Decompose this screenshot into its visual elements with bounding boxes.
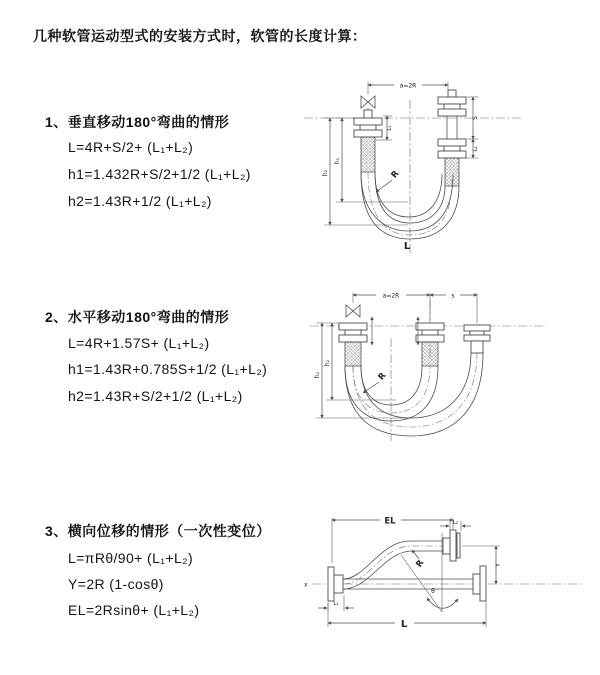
centerline (304, 582, 584, 589)
dim-label-h2: h₂ (322, 169, 329, 177)
flange-fitting-middle (416, 323, 444, 366)
hose-curves (345, 353, 483, 436)
flange-left (328, 567, 343, 601)
axis-label: x (304, 581, 308, 589)
valve-icon (361, 96, 375, 111)
dim-label-l2: L₂ (473, 146, 479, 152)
radius-label: R (389, 168, 402, 181)
dim-label-l1: L₁ (387, 125, 393, 131)
dim-label-l1: L₁ (333, 601, 339, 607)
section-3-formula-Y: Y=2R (1-cosθ) (68, 576, 164, 592)
section-2-formula-h1: h1=1.43R+0.785S+1/2 (L₁+L₂) (68, 361, 268, 377)
dim-label-h1: h₁ (314, 371, 321, 379)
section-1-formula-h1: h1=1.432R+S/2+1/2 (L₁+L₂) (68, 166, 251, 182)
flange-fitting-right (438, 90, 466, 186)
dimension-el (332, 517, 453, 564)
diagram-lateral-displacement (300, 505, 590, 650)
dim-label-h1: h₁ (334, 157, 341, 165)
radius-label: R (376, 370, 389, 383)
straight-hose (343, 566, 486, 601)
diagram-horizontal-180-bend (306, 283, 551, 463)
section-3-heading: 3、横向位移的情形（一次性变位） (45, 523, 271, 539)
page-title: 几种软管运动型式的安装方式时，软管的长度计算： (33, 28, 367, 44)
dimension-s-l2 (460, 97, 479, 158)
valve-icon (346, 305, 360, 317)
section-2-heading: 2、水平移动180°弯曲的情形 (45, 309, 230, 325)
dim-label-l: L (400, 619, 408, 630)
section-2-formula-L: L=4R+1.57S+ (L₁+L₂) (68, 335, 210, 351)
dim-label-s: s (451, 292, 455, 300)
dim-label-a2r: a=2R (399, 82, 417, 90)
dim-label-s: S (472, 116, 479, 120)
dim-label-l2: L₂ (452, 520, 459, 526)
length-label: L (403, 241, 411, 252)
section-3-formula-EL: EL=2Rsinθ+ (L₁+L₂) (68, 602, 200, 618)
radius-leader (376, 169, 402, 192)
radius-leader (412, 550, 427, 569)
dimension-l (328, 602, 486, 630)
section-3-formula-L: L=πRθ/90+ (L₁+L₂) (68, 550, 194, 566)
dimension-l2 (440, 520, 471, 531)
dim-label-y: Y (495, 563, 502, 567)
small-dimensions (372, 317, 418, 345)
diagram-vertical-180-bend (300, 68, 535, 263)
curved-hose (343, 530, 460, 589)
radius-leader (363, 371, 389, 393)
dim-label-h2: h₂ (324, 359, 331, 367)
section-1-heading: 1、垂直移动180°弯曲的情形 (45, 114, 230, 130)
dimension-top-a2r (368, 82, 448, 94)
dim-label-a2r: a=2R (382, 292, 400, 300)
section-1-formula-h2: h2=1.43R+1/2 (L₁+L₂) (68, 193, 212, 209)
dim-label-el: EL (384, 516, 396, 527)
radius-label: R (414, 558, 427, 570)
angle-label: θ (431, 588, 435, 595)
flange-fitting-right (464, 325, 490, 353)
section-2-formula-h2: h2=1.43R+S/2+1/2 (L₁+L₂) (68, 388, 243, 404)
flange-fitting-left (339, 323, 367, 366)
dimension-l1 (318, 595, 354, 611)
section-1-formula-L: L=4R+S/2+ (L₁+L₂) (68, 139, 194, 155)
flange-fitting-left (354, 110, 382, 172)
dimension-top (353, 293, 477, 324)
